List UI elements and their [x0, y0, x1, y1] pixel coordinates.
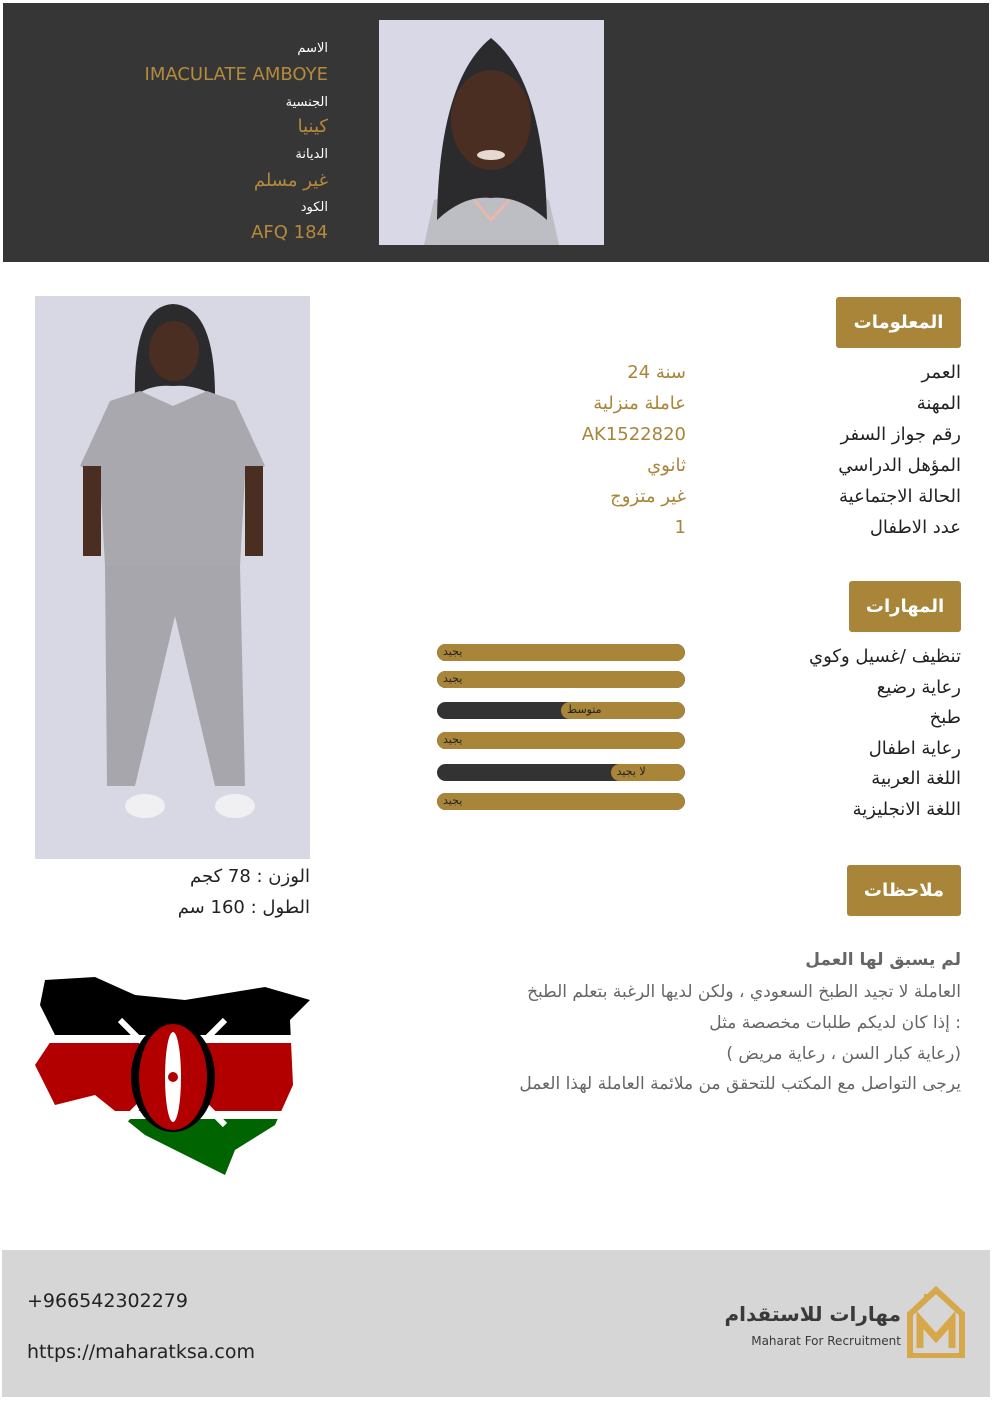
- skill-level-text: يجيد: [443, 733, 463, 746]
- skill-level-text: لا يجيد: [616, 765, 646, 778]
- skill-level-text: متوسط: [567, 703, 602, 716]
- skill-level-bar: [437, 732, 685, 749]
- info-label: المهنة: [916, 393, 961, 414]
- logo-english-text: Maharat For Recruitment: [751, 1334, 901, 1348]
- notes-heading: لم يسبق لها العمل: [805, 950, 961, 970]
- skill-level-bar: [437, 764, 685, 781]
- skill-label: رعاية رضيع: [876, 677, 961, 698]
- kenya-flag-map: [35, 975, 315, 1180]
- info-label: العمر: [921, 362, 961, 383]
- info-value: عاملة منزلية: [593, 393, 686, 414]
- code-label: الكود: [300, 200, 328, 215]
- maharat-logo: [724, 1286, 966, 1358]
- notes-line: إذا كان لديكم طلبات مخصصة مثل :: [709, 1013, 961, 1033]
- religion-label: الديانة: [295, 147, 328, 162]
- skill-level-bar: [437, 702, 685, 719]
- info-label: عدد الاطفال: [869, 517, 961, 538]
- skill-level-text: يجيد: [443, 794, 463, 807]
- height-text: الطول : 160 سم: [177, 897, 310, 918]
- website-link[interactable]: https://maharatksa.com: [27, 1341, 256, 1363]
- skill-label: تنظيف /غسيل وكوي: [809, 646, 961, 667]
- headshot-photo: [379, 20, 604, 245]
- full-body-photo: [35, 296, 310, 859]
- skill-level-fill: [437, 644, 685, 661]
- skill-level-fill: [437, 671, 685, 688]
- skill-label: رعاية اطفال: [868, 738, 961, 759]
- info-value: 24 سنة: [627, 362, 686, 383]
- info-section-title: المعلومات: [836, 297, 961, 348]
- notes-line: العاملة لا تجيد الطبخ السعودي ، ولكن لديها الرغبة بتعلم الطبخ: [527, 982, 961, 1002]
- notes-line: يرجى التواصل مع المكتب للتحقق من ملائمة العاملة لهذا العمل: [519, 1074, 961, 1094]
- skill-label: طبخ: [929, 707, 961, 728]
- info-label: المؤهل الدراسي: [838, 455, 961, 476]
- phone-number[interactable]: +966542302279: [27, 1290, 188, 1312]
- skill-level-bar: [437, 793, 685, 810]
- skill-level-fill: [437, 793, 685, 810]
- info-value: 1: [674, 517, 686, 538]
- nationality-label: الجنسية: [285, 95, 328, 110]
- skill-level-text: يجيد: [443, 645, 463, 658]
- skill-label: اللغة العربية: [871, 768, 961, 789]
- skill-label: اللغة الانجليزية: [852, 799, 961, 820]
- info-label: الحالة الاجتماعية: [839, 486, 961, 507]
- name-label: الاسم: [297, 41, 328, 56]
- info-label: رقم جواز السفر: [840, 424, 961, 445]
- logo-arabic-text: مهارات للاستقدام: [724, 1302, 901, 1326]
- code-value: AFQ 184: [251, 222, 328, 243]
- skills-section-title: المهارات: [849, 581, 961, 632]
- skill-level-text: يجيد: [443, 672, 463, 685]
- weight-text: الوزن : 78 كجم: [190, 866, 310, 887]
- info-value: AK1522820: [581, 424, 686, 445]
- info-value: ثانوي: [647, 455, 686, 476]
- skill-level-bar: [437, 671, 685, 688]
- logo-house-icon: [906, 1286, 966, 1358]
- skill-level-bar: [437, 644, 685, 661]
- notes-line: ( رعاية كبار السن ، رعاية مريض): [726, 1044, 961, 1064]
- worker-name: IMACULATE AMBOYE: [144, 64, 328, 85]
- nationality-value: كينيا: [297, 116, 328, 137]
- notes-section-title: ملاحظات: [847, 865, 961, 916]
- religion-value: غير مسلم: [253, 170, 328, 191]
- info-value: غير متزوج: [610, 486, 686, 507]
- skill-level-fill: [437, 732, 685, 749]
